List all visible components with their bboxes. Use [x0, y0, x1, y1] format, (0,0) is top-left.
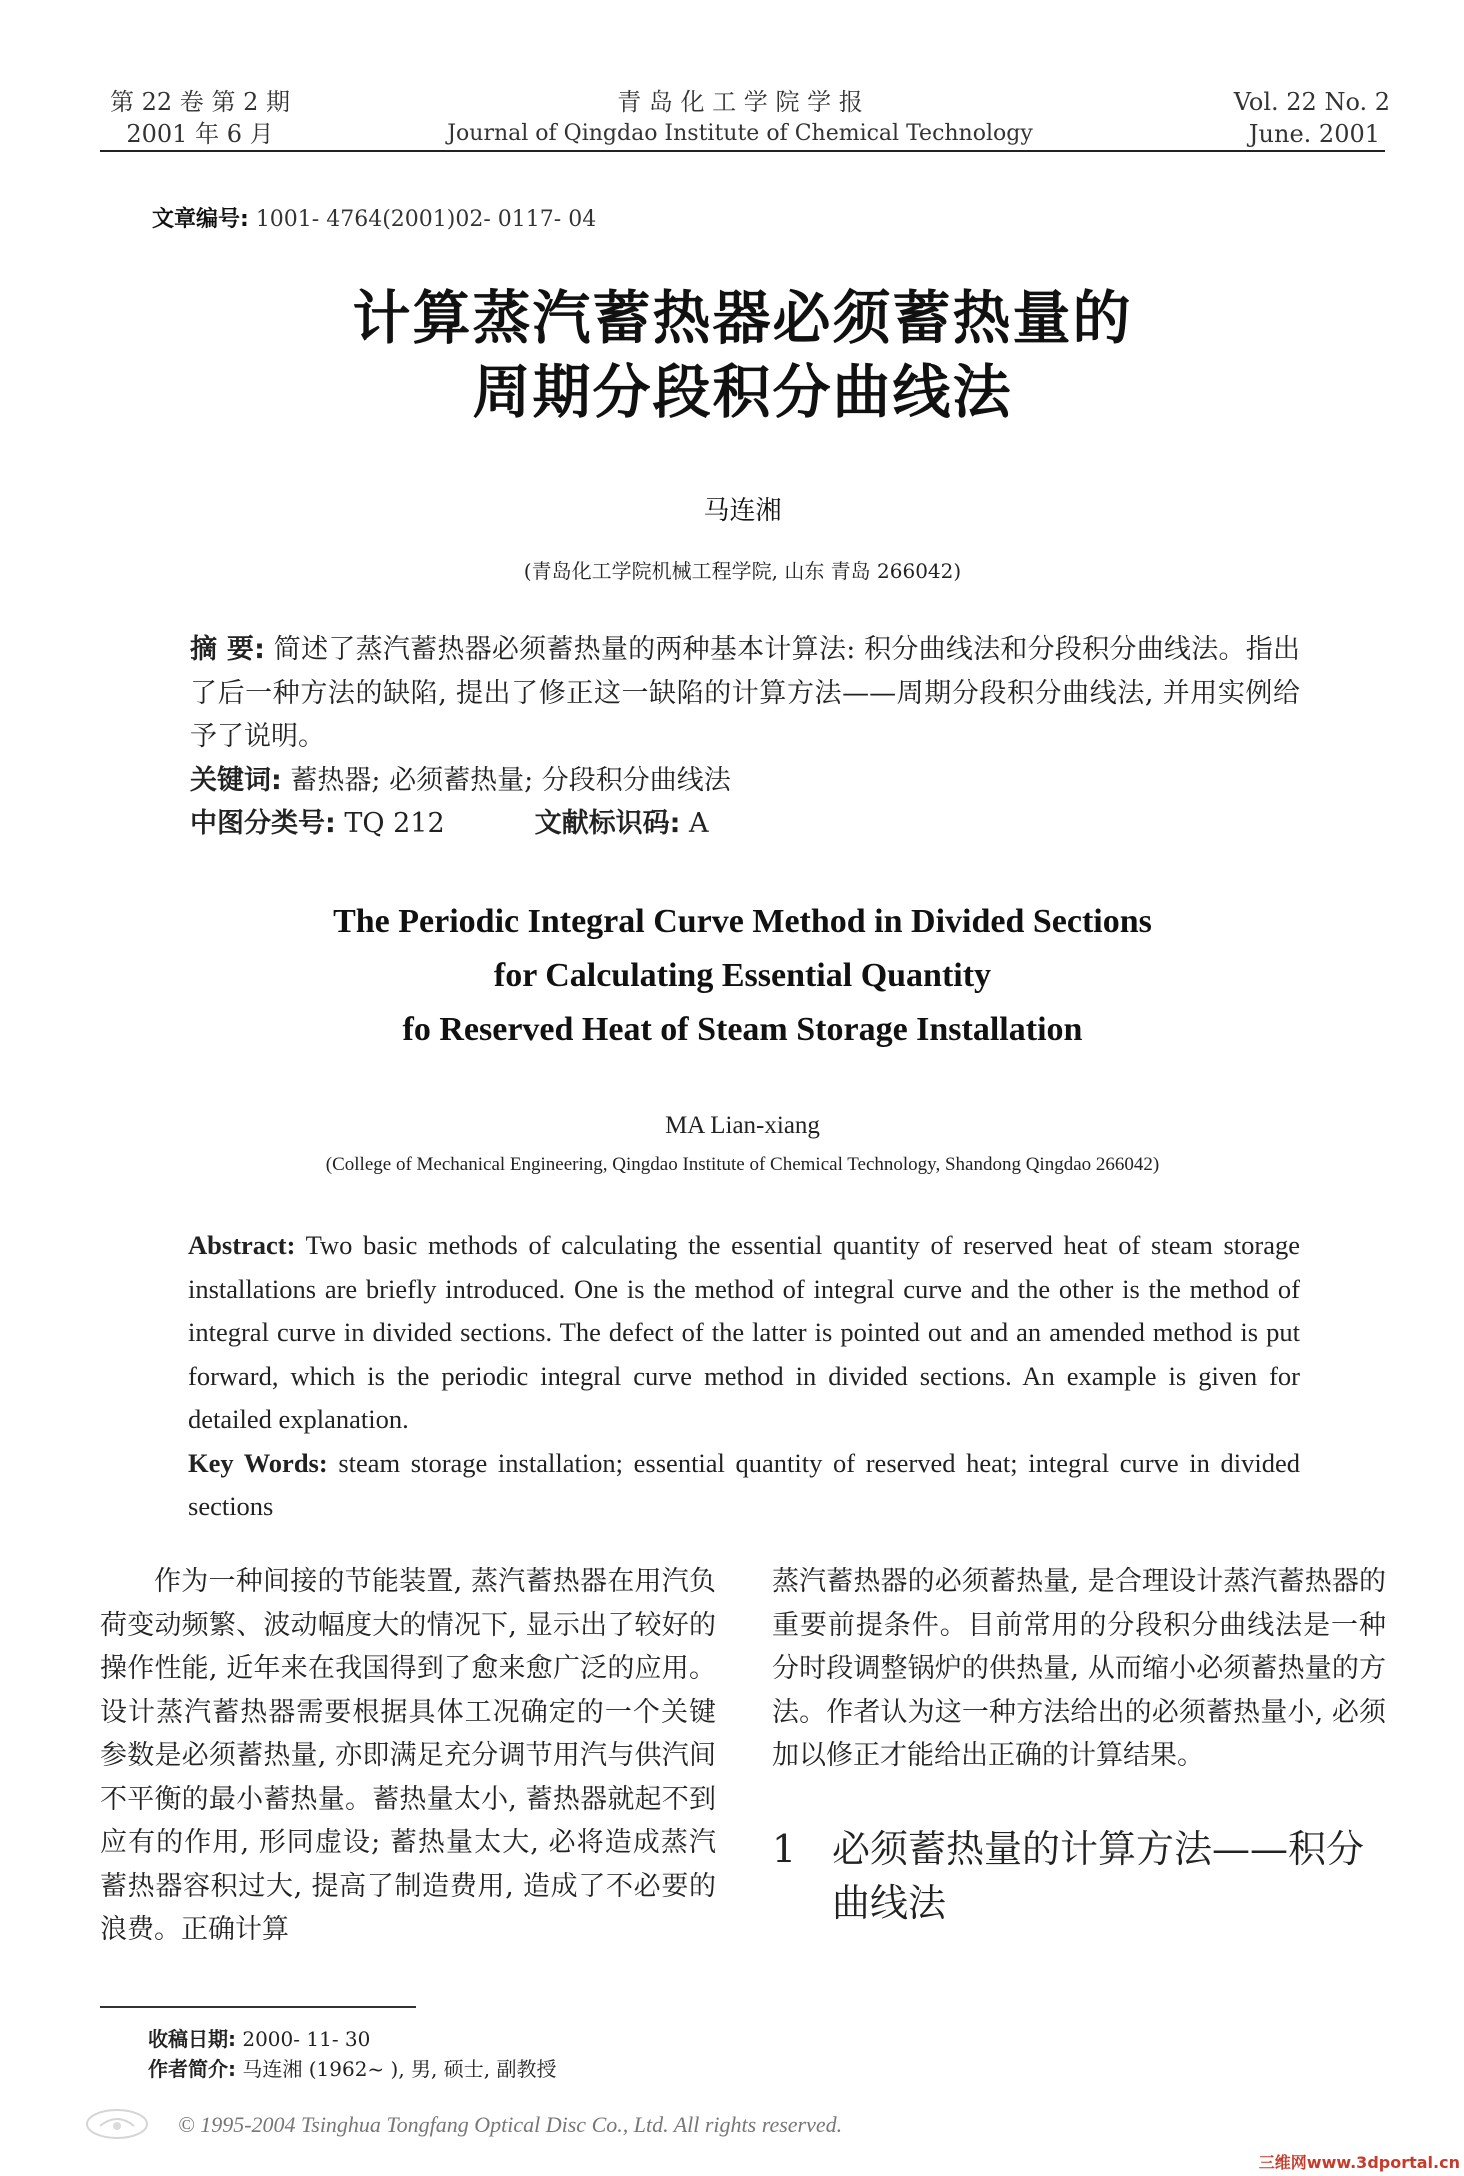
author-bio: 马连湘 (1962~ ), 男, 硕士, 副教授 [236, 2057, 557, 2081]
clc-label: 中图分类号: [190, 808, 336, 839]
section-number: 1 [772, 1827, 797, 1871]
abstract-cn-text: 简述了蒸汽蓄热器必须蓄热量的两种基本计算法: 积分曲线法和分段积分曲线法。指出了后一种方法的缺陷, 提出了修正这一缺陷的计算方法——周期分段积分曲线法, 并用实例给予了说明。 [190, 634, 1300, 752]
clc-value: TQ 212 [335, 808, 445, 839]
title-cn-line-2: 周期分段积分曲线法 [472, 358, 1013, 426]
keywords-cn-label: 关键词: [190, 764, 282, 796]
article-id [152, 202, 596, 233]
doc-code-value: A [680, 808, 709, 839]
title-cn-line-1: 计算蒸汽蓄热器必须蓄热量的 [352, 284, 1133, 352]
title-en-line-2: for Calculating Essential Quantity [493, 957, 992, 994]
author-en: MA Lian-xiang [665, 1112, 820, 1139]
article-id-label: 文章编号: [152, 207, 249, 232]
body-right-column: 蒸汽蓄热器的必须蓄热量, 是合理设计蒸汽蓄热器的重要前提条件。目前常用的分段积分曲线法是一种分时段调整锅炉的供热量, 从而缩小必须蓄热量的方法。作者认为这一种方法给出的必须蓄热量小, 必须加以修正才能给出正确的计算结果。 [772, 1566, 1386, 1771]
author-bio-label: 作者简介: [148, 2057, 236, 2081]
affiliation-en: (College of Mechanical Engineering, Qingdao Institute of Chemical Technology, Shandong Qingdao 266042) [325, 1154, 1160, 1175]
date-cn: 2001 年 6 月 [126, 120, 274, 148]
publisher-logo-icon [82, 2104, 152, 2144]
doc-code-label: 文献标识码: [534, 808, 681, 839]
title-en-line-3: fo Reserved Heat of Steam Storage Installation [402, 1011, 1083, 1048]
abstract-en-text: Two basic methods of calculating the essential quantity of reserved heat of steam storage installations are briefly introduced. One is the method of integral curve and the other is the method of integral curve in divided sections. The defect of the latter is pointed out and an amended method is put forward, which is the periodic integral curve method in divided sections. An example is given for detailed explanation. [188, 1230, 1300, 1434]
journal-name-cn: 青 岛 化 工 学 院 学 报 [617, 88, 863, 116]
section-title: 必须蓄热量的计算方法——积分曲线法 [832, 1827, 1365, 1925]
affiliation-cn: (青岛化工学院机械工程学院, 山东 青岛 266042) [523, 559, 962, 583]
footnote-received [148, 2024, 370, 2054]
keywords-cn: 蓄热器; 必须蓄热量; 分段积分曲线法 [281, 764, 731, 796]
abstract-en [188, 1224, 1300, 1529]
received-label: 收稿日期: [148, 2027, 236, 2051]
site-watermark: 三维网www.3dportal.cn [1258, 2153, 1460, 2172]
abstract-en-label: Abstract: [188, 1230, 296, 1260]
keywords-en-label: Key Words: [188, 1447, 328, 1478]
title-en-line-1: The Periodic Integral Curve Method in Divided Sections [333, 903, 1152, 940]
volume-issue-en: Vol. 22 No. 2 [1233, 88, 1390, 116]
date-en: June. 2001 [1248, 120, 1380, 148]
abstract-cn [190, 628, 1300, 846]
received-date: 2000- 11- 30 [236, 2027, 371, 2051]
abstract-cn-label: 摘 要: [190, 634, 265, 665]
header-rule [100, 150, 1385, 152]
footnote-author [148, 2054, 556, 2084]
keywords-en: steam storage installation; essential quantity of reserved heat; integral curve in divided sections [188, 1447, 1300, 1521]
footnote-rule [100, 2006, 416, 2008]
volume-issue-cn: 第 22 卷 第 2 期 [110, 88, 290, 116]
journal-name-en: Journal of Qingdao Institute of Chemical Technology [447, 121, 1033, 146]
author-cn: 马连湘 [703, 496, 782, 526]
copyright-notice: © 1995-2004 Tsinghua Tongfang Optical Disc Co., Ltd. All rights reserved. [178, 2112, 843, 2137]
body-left-column: 作为一种间接的节能装置, 蒸汽蓄热器在用汽负荷变动频繁、波动幅度大的情况下, 显示出了较好的操作性能, 近年来在我国得到了愈来愈广泛的应用。设计蒸汽蓄热器需要根据具体工况确定的一个关键参数是必须蓄热量, 亦即满足充分调节用汽与供汽间不平衡的最小蓄热量。蓄热量太小, 蓄热器就起不到应有的作用, 形同虚设; 蓄热量太大, 必将造成蒸汽蓄热器容积过大, 提高了制造费用, 造成了不必要的浪费。正确计算 [100, 1566, 716, 1945]
article-id-value: 1001- 4764(2001)02- 0117- 04 [255, 207, 597, 232]
